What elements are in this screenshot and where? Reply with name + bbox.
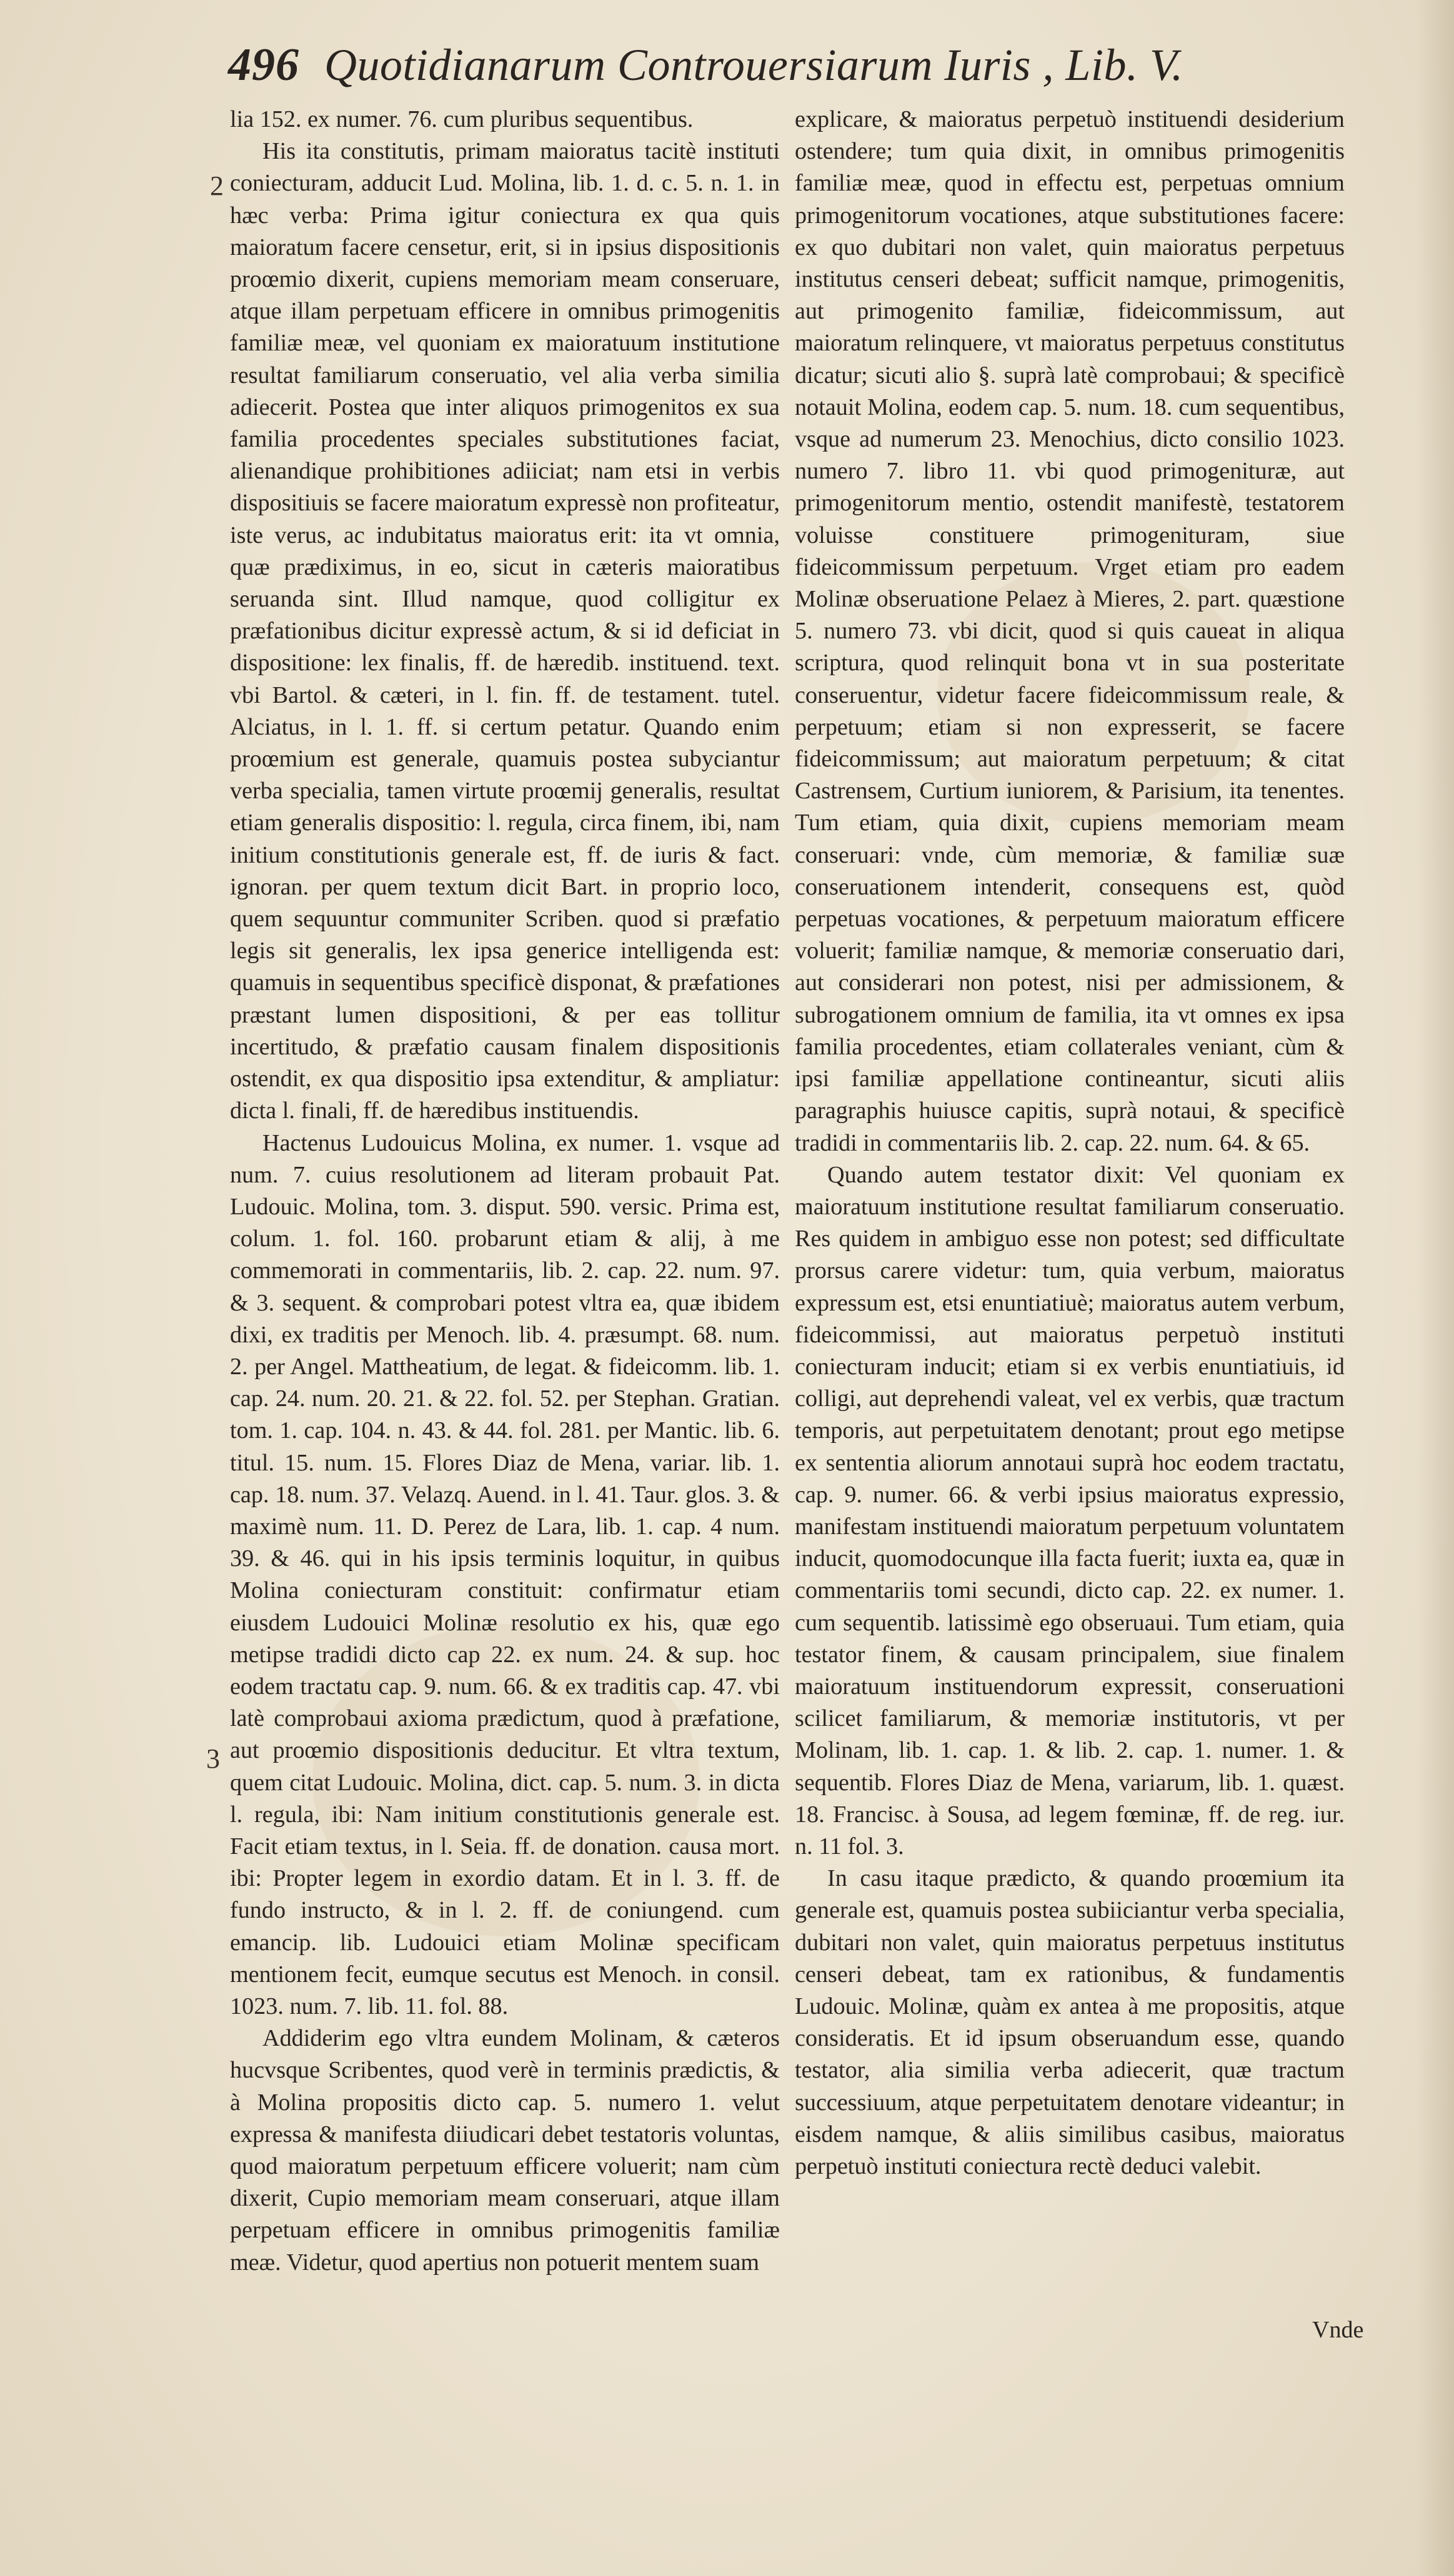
paragraph: lia 152. ex numer. 76. cum pluribus sequentibus.: [230, 106, 694, 132]
paragraph: explicare, & maioratus perpetuò instituendi desiderium ostendere; tum quia dixit, in omnibus primogenitis familiæ meæ, quod in effectu est, perpetuas omnium primogenitorum vocationes, atque substitutiones facere: ex quo dubitari non valet, quin maioratus perpetuus institutus censeri debeat; sufficit namque, primogenitis, aut primogenito familiæ, fideicommissum, aut maioratum relinquere, vt maioratus perpetuus constitutus dicatur; sicuti alio §. suprà latè comprobaui; & specificè notauit Molina, eodem cap. 5. num. 18. cum sequentibus, vsque ad numerum 23. Menochius, dicto consilio 1023. numero 7. libro 11. vbi quod primogenituræ, aut primogenitorum mentio, ostendit manifestè, testatorem voluisse constituere primogenituram, siue fideicommissum perpetuum. Vrget etiam pro eadem Molinæ obseruatione Pelaez à Mieres, 2. part. quæstione 5. numero 73. vbi dicit, quod si quis caueat in aliqua scriptura, quod relinquit bona vt in sua posteritate conseruentur, videtur facere fideicommissum reale, & perpetuum; etiam si non expresserit, se facere fideicommissum; aut maioratum perpetuum; & citat Castrensem, Curtium iuniorem, & Parisium, ita tenentes. Tum etiam, quia dixit, cupiens memoriam meam conseruari: vnde, cùm memoriæ, & familiæ suæ conseruationem intenderit, consequens est, quòd perpetuas vocationes, & perpetuum maioratum efficere voluerit; familiæ namque, & memoriæ conseruatio dari, aut considerari non potest, nisi per admissionem, & subrogationem omnium de familia, ita vt omnes ex ipsa familia procedentes, etiam collaterales veniant, cùm & ipsi familiæ appellatione contineantur, sicuti aliis paragraphis huiusce capitis, suprà notaui, & specificè tradidi in commentariis lib. 2. cap. 22. num. 64. & 65.: [795, 106, 1345, 1156]
left-column: [230, 104, 780, 2279]
paragraph: Quando autem testator dixit: Vel quoniam ex maioratuum institutione resultat familiarum conseruatio. Res quidem in ambiguo esse non potest; sed difficultate prorsus carere videtur: tum, quia verbum, maioratus expressum est, etsi enuntiatiuè; maioratus autem verbum, fideicommissi, aut maioratus perpetuò instituti coniecturam inducit; etiam si ex verbis enuntiatiuis, id colligi, aut deprehendi valeat, vel ex verbis, quæ tractum temporis, aut perpetuitatem denotant; prout ego metipse ex sententia aliorum annotaui suprà hoc eodem tractatu, cap. 9. numer. 66. & verbi ipsius maioratus expressio, manifestam instituendi maioratum perpetuum voluntatem inducit, quomodocunque illa facta fuerit; iuxta ea, quæ in commentariis tomi secundi, dicto cap. 22. ex numer. 1. cum sequentib. latissimè ego obseruaui. Tum etiam, quia testator finem, & causam principalem, siue finalem maioratuum instituendorum expressit, conseruationi scilicet familiarum, & memoriæ institutoris, vt per Molinam, lib. 1. cap. 1. & lib. 2. cap. 1. numer. 1. & sequentib. Flores Diaz de Mena, variarum, lib. 1. quæst. 18. Francisc. à Sousa, ad legem fœminæ, ff. de reg. iur. n. 11 fol. 3.: [795, 1161, 1345, 1860]
catchword: Vnde: [1312, 2317, 1364, 2343]
paragraph: His ita constitutis, primam maioratus tacitè instituti coniecturam, adducit Lud. Molina, lib. 1. d. c. 5. n. 1. in hæc verba: Prima igitur coniectura ex qua quis maioratum facere censetur, erit, si in ipsius dispositionis proœmio dixerit, cupiens memoriam meam conseruare, atque illam perpetuam efficere in omnibus primogenitis familiæ meæ, vel quoniam ex maioratuum institutione resultat familiarum conseruatio, vel alia verba similia adiecerit. Postea que inter aliquos primogenitos ex sua familia procedentes speciales substitutiones faciat, alienandique prohibitiones adiiciat; nam etsi in verbis dispositiuis se facere maioratum expressè non profiteatur, iste verus, ac indubitatus maioratus erit: ita vt omnia, quæ prædiximus, in eo, sicut in cæteris maioratibus seruanda sint. Illud namque, quod colligitur ex præfationibus dicitur expressè actum, & si id deficiat in dispositione: lex finalis, ff. de hæredib. instituend. text. vbi Bartol. & cæteri, in l. fin. ff. de testament. tutel. Alciatus, in l. 1. ff. si certum petatur. Quando enim proœmium est generale, quamuis postea subyciantur verba specialia, tamen virtute proœmij generalis, resultat etiam generalis dispositio: l. regula, circa finem, ibi, nam initium constitutionis generale est, ff. de iuris & fact. ignoran. per quem textum dicit Bart. in proprio loco, quem sequuntur communiter Scriben. quod si præfatio legis sit generalis, lex ipsa generice intelligenda est: quamuis in sequentibus specificè disponat, & præfationes præstant lumen dispositioni, & per eas tollitur incertitudo, & præfatio causam finalem dispositionis ostendit, ex qua dispositio ipsa extenditur, & ampliatur: dicta l. finali, ff. de hæredibus instituendis.: [230, 138, 780, 1124]
page-header: [228, 39, 1303, 114]
page-number: 496: [228, 39, 299, 91]
marginal-number: 3: [206, 1743, 220, 1774]
running-title: Quotidianarum Controuersiarum Iuris , Lib. V.: [324, 40, 1183, 90]
paragraph: In casu itaque prædicto, & quando proœmium ita generale est, quamuis postea subiiciantur verba specialia, dubitari non valet, quin maioratus perpetuus institutus censeri debeat, tam ex rationibus, & fundamentis Ludouic. Molinæ, quàm ex antea à me propositis, atque consideratis. Et id ipsum obseruandum esse, quando testator, alia similia verba adiecerit, quæ tractum successiuum, atque perpetuitatem denotare videantur; in eisdem namque, & aliis similibus casibus, maioratus perpetuò instituti coniectura rectè deduci valebit.: [795, 1865, 1345, 2179]
right-column: [795, 104, 1345, 2182]
paragraph: Addiderim ego vltra eundem Molinam, & cæteros hucvsque Scribentes, quod verè in terminis prædictis, & à Molina propositis dicto cap. 5. numero 1. velut expressa & manifesta diiudicari debet testatoris voluntas, quod maioratum perpetuum efficere voluerit; nam cùm dixerit, Cupio memoriam meam conseruari, atque illam perpetuam efficere in omnibus primogenitis familiæ meæ. Videtur, quod apertius non potuerit mentem suam: [230, 2025, 780, 2276]
paragraph: Hactenus Ludouicus Molina, ex numer. 1. vsque ad num. 7. cuius resolutionem ad literam probauit Pat. Ludouic. Molina, tom. 3. disput. 590. versic. Prima est, colum. 1. fol. 160. probarunt etiam & alij, à me commemorati in commentariis, lib. 2. cap. 22. num. 97. & 3. sequent. & comprobari potest vltra ea, quæ ibidem dixi, ex traditis per Menoch. lib. 4. præsumpt. 68. num. 2. per Angel. Mattheatium, de legat. & fideicomm. lib. 1. cap. 24. num. 20. 21. & 22. fol. 52. per Stephan. Gratian. tom. 1. cap. 104. n. 43. & 44. fol. 281. per Mantic. lib. 6. titul. 15. num. 15. Flores Diaz de Mena, variar. lib. 1. cap. 18. num. 37. Velazq. Auend. in l. 41. Taur. glos. 3. & maximè num. 11. D. Perez de Lara, lib. 1. cap. 4 num. 39. & 46. qui in his ipsis terminis loquitur, in quibus Molina coniecturam constituit: confirmatur etiam eiusdem Ludouici Molinæ resolutio ex his, quæ ego metipse tradidi dicto cap 22. ex num. 24. & sup. hoc eodem tractatu cap. 9. num. 66. & ex traditis cap. 47. vbi latè comprobaui axioma prædictum, quod à præfatione, aut proœmio dispositionis deducitur. Et vltra textum, quem citat Ludouic. Molina, dict. cap. 5. num. 3. in dicta l. regula, ibi: Nam initium constitutionis generale est. Facit etiam textus, in l. Seia. ff. de donation. causa mort. ibi: Propter legem in exordio datam. Et in l. 3. ff. de fundo instructo, & in l. 2. ff. de coniungend. cum emancip. lib. Ludouici etiam Molinæ specificam mentionem fecit, eumque secutus est Menoch. in consil. 1023. num. 7. lib. 11. fol. 88.: [230, 1129, 780, 2019]
page-edge-shadow: [1417, 0, 1454, 2576]
marginal-number: 2: [210, 171, 224, 201]
